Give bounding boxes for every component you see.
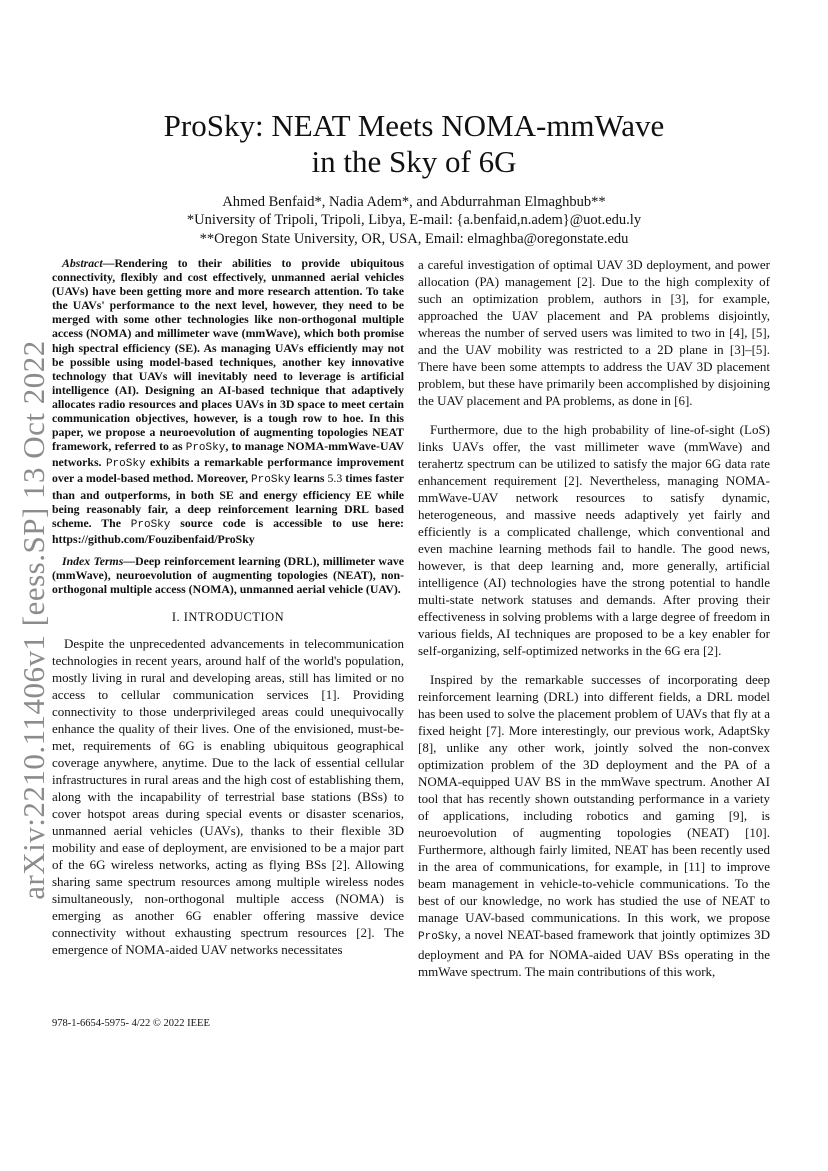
citation-link[interactable]: [9] [728, 808, 744, 823]
copyright-footer: 978-1-6654-5975- 4/22 © 2022 IEEE [52, 1018, 210, 1029]
citation-link[interactable]: [2] [356, 925, 372, 941]
citation-link[interactable]: [4] [729, 325, 745, 340]
citation-link[interactable]: [10] [745, 825, 767, 840]
author-list: Ahmed Benfaid*, Nadia Adem*, and Abdurrahman Elmaghbub** [222, 194, 606, 210]
right-column [418, 256, 770, 992]
citation-link[interactable]: [2] [577, 274, 593, 289]
citation-link[interactable]: [11] [683, 859, 706, 874]
citation-link[interactable]: [8] [418, 740, 434, 755]
citation-link[interactable]: [5] [751, 342, 767, 357]
paper-title [0, 108, 828, 180]
index-terms-label: Index Terms [62, 553, 124, 568]
citation-link[interactable]: [3] [729, 342, 746, 357]
citation-link[interactable]: [5] [751, 325, 767, 340]
body-paragraph: Inspired by the remarkable successes of incorporating deep reinforcement learning (DRL) into different fields, a DRL model has been used to solve the placement problem of UAVs that fly at a fixed height [7]. More interestingly, our previous work, AdaptSky [8], unlike any other work, jointly solved the non-convex optimization problem of the 3D deployment and the PA of a NOMA-equipped UAV BS in the mmWave spectrum. Another AI tool that has recently shown outstanding performance in a variety of applications, including robotics and gaming [9], is neuroevolution of augmenting topologies (NEAT) [10]. Furthermore, although fairly limited, NEAT has been recently used in the area of communications, for example, in [11] to improve beam management in vehicle-to-vehicle communications. To the best of our knowledge, no work has studied the use of NEAT to manage UAV-based communications. In this work, we propose ProSky, a novel NEAT-based framework that jointly optimizes 3D deployment and PA for NOMA-aided UAV BSs operating in the mmWave spectrum. The main contributions of this work, [418, 672, 770, 979]
system-name: ProSky [105, 458, 146, 471]
abstract-label: Abstract [62, 256, 103, 270]
speedup-value: 5.3 [327, 471, 343, 486]
title-line-2: in the Sky of 6G [311, 144, 517, 179]
citation-link[interactable]: [1] [321, 687, 337, 703]
index-terms: Index Terms—Deep reinforcement learning (DRL), millimeter wave (mmWave), neuroevolution of augmenting topologies (NEAT), non-orthogonal multiple access (NOMA), unmanned aerial vehicle (UAV). [52, 553, 404, 597]
citation-link[interactable]: [3] [670, 291, 686, 306]
affiliation-2: **Oregon State University, OR, USA, Email: elmaghba@oregonstate.edu [199, 231, 629, 247]
body-paragraph: a careful investigation of optimal UAV 3D deployment, and power allocation (PA) management [2]. Due to the high complexity of such an optimization problem, authors in [3], for example, approached the UAV placement and PA problems disjointly, whereas the number of served users was limited to two in [4], [5], and the UAV mobility was restricted to a 2D plane in [3]–[5]. There have been some attempts to address the UAV 3D placement problem, but these have primarily been accomplished by disjoining the UAV placement and PA problems, as done in [6]. [418, 257, 771, 408]
arxiv-side-stamp: arXiv:2210.11406v1 [eess.SP] 13 Oct 2022 [16, 340, 51, 900]
affiliation-1: *University of Tripoli, Tripoli, Libya, E-mail: {a.benfaid,n.adem}@uot.edu.ly [186, 212, 642, 228]
citation-link[interactable]: [2] [563, 473, 580, 488]
section-heading-introduction: I. INTRODUCTION [171, 610, 285, 625]
system-name: ProSky [251, 474, 291, 487]
system-name: ProSky [185, 442, 226, 455]
citation-link[interactable]: [7] [486, 723, 502, 738]
body-paragraph: Furthermore, due to the high probability of line-of-sight (LoS) links UAVs offer, the vast millimeter wave (mmWave) and terahertz spectrum can be utilized to satisfy the major 6G data rate enhancement requirement [2]. Nevertheless, managing NOMA-mmWave-UAV network resources to satisfy dynamic, heterogeneous, and massive needs adaptively yet fairly and efficiently is a complicated challenge, which conventional and even machine learning methods fail to handle. The good news, however, is that deep learning and, more generally, artificial intelligence (AI) technologies have the strong potential to handle multi-state network statuses and demands. After proving their effectiveness in solving problems with a large degree of freedom in various fields, AI techniques are proposed to be a key enabler for self-organizing, self-optimized networks in the 6G era [2]. [418, 422, 770, 658]
system-name: ProSky [418, 931, 458, 943]
left-column [52, 256, 404, 958]
citation-link[interactable]: [2] [702, 643, 719, 658]
abstract: Abstract—Rendering to their abilities to provide ubiquitous connectivity, flexibly and cost effectively, unmanned aerial vehicles (UAVs) have been getting more and more research attention. To take the UAVs' performance to the next level, however, they need to be merged with some other technologies like non-orthogonal multiple access (NOMA) and millimeter wave (mmWave), which both promise high spectral efficiency (SE). As managing UAVs efficiently may not be possible using model-based techniques, another key innovative technology that UAVs will inevitably need to leverage is artificial intelligence (AI). Designing an AI-based technique that adaptively allocates radio resources and places UAVs in 3D space to meet certain communication objectives, however, is a tough row to hoe. In this paper, we propose a neuroevolution of augmenting topologies NEAT framework, referred to as ProSky, to manage NOMA-mmWave-UAV networks. ProSky exhibits a remarkable performance improvement over a model-based method. Moreover, ProSky learns 5.3 times faster than and outperforms, in both SE and energy efficiency EE while being reasonably fair, a deep reinforcement learning DRL based scheme. The ProSky source code is accessible to use here: https://github.com/Fouzibenfaid/ProSky [52, 256, 404, 546]
citation-link[interactable]: [6] [674, 393, 690, 408]
intro-paragraph: Despite the unprecedented advancements in telecommunication technologies in recent years, around half of the world's population, mostly living in rural and developing areas, still has limited or no access to cellular communication services [1]. Providing connectivity to those underprivileged areas could unequivocally enhance the quality of their lives. One of the envisioned, must-be-met, requirements of 6G is enabling ubiquitous geographical coverage anywhere, anytime. Due to the lack of essential cellular infrastructures in rural areas and the high cost of establishing them, along with the incapability of terrestrial base stations (BSs) to cover hotspot areas during special events or disaster scenarios, unmanned aerial vehicles (UAVs), thanks to their flexible 3D mobility and ease of deployment, are envisioned to be a major part of the 6G wireless networks, acting as flying BSs [2]. Allowing sharing same spectrum resources among multiple wireless nodes simultaneously, non-orthogonal multiple access (NOMA) is emerging as another 6G enabler offering massive device connectivity without exhausting spectrum resources [2]. The emergence of NOMA-aided UAV networks necessitates [52, 636, 404, 958]
system-name: ProSky [130, 518, 171, 531]
citation-link[interactable]: [2] [331, 857, 347, 873]
title-line-1: ProSky: NEAT Meets NOMA-mmWave [163, 108, 665, 143]
